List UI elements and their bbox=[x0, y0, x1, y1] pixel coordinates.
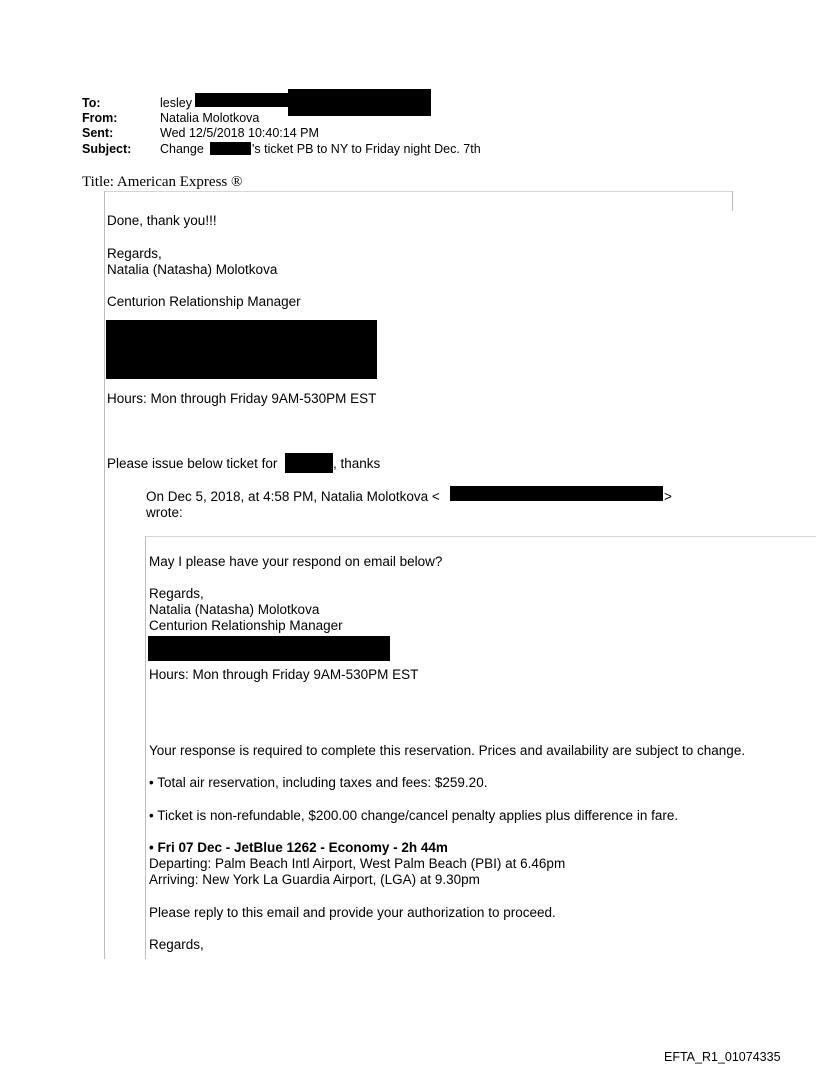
reply-role: Centurion Relationship Manager bbox=[107, 294, 301, 309]
subject-value-end: 's ticket PB to NY to Friday night Dec. 7th bbox=[252, 142, 481, 156]
reply-regards: Regards, bbox=[107, 246, 162, 261]
flight-arriving: Arriving: New York La Guardia Airport, (LGA) at 9.30pm bbox=[149, 872, 480, 887]
outer-frame-right bbox=[732, 191, 733, 211]
sent-label: Sent: bbox=[82, 126, 114, 140]
bullet-total-price bbox=[149, 775, 487, 790]
quoted-name: Natalia (Natasha) Molotkova bbox=[149, 602, 320, 617]
quote-header-line2: wrote: bbox=[146, 505, 183, 520]
outer-frame-top bbox=[104, 191, 732, 192]
redaction-box bbox=[195, 93, 290, 107]
bullet-dot: • bbox=[149, 840, 154, 855]
to-value: lesley bbox=[160, 96, 192, 110]
subject-label: Subject: bbox=[82, 142, 132, 156]
bullet-dot: • bbox=[149, 775, 154, 790]
issue-ticket-end: , thanks bbox=[333, 456, 381, 471]
document-id: EFTA_R1_01074335 bbox=[664, 1050, 781, 1064]
redaction-box bbox=[148, 636, 390, 661]
from-label: From: bbox=[82, 111, 118, 125]
quoted-ask: May I please have your respond on email below? bbox=[149, 554, 443, 569]
reply-name: Natalia (Natasha) Molotkova bbox=[107, 262, 278, 277]
quote-frame-left bbox=[145, 536, 146, 959]
to-label: To: bbox=[82, 96, 101, 110]
flight-title bbox=[149, 840, 448, 855]
quote-header-bracket: > bbox=[664, 489, 672, 504]
from-value: Natalia Molotkova bbox=[160, 111, 260, 125]
quoted-role: Centurion Relationship Manager bbox=[149, 618, 343, 633]
subject-value-start: Change bbox=[160, 142, 204, 156]
quote-frame-top bbox=[145, 536, 816, 537]
quoted-regards-closing: Regards, bbox=[149, 937, 204, 952]
bullet-total-text: Total air reservation, including taxes and fees: $259.20. bbox=[157, 775, 488, 790]
quoted-regards: Regards, bbox=[149, 586, 204, 601]
bullet-refund-text: Ticket is non-refundable, $200.00 change/cancel penalty applies plus difference in fare. bbox=[157, 808, 679, 823]
please-reply: Please reply to this email and provide your authorization to proceed. bbox=[149, 905, 556, 920]
flight-departing: Departing: Palm Beach Intl Airport, West Palm Beach (PBI) at 6.46pm bbox=[149, 856, 566, 871]
redaction-box bbox=[210, 142, 251, 155]
redaction-box bbox=[288, 89, 431, 116]
redaction-box bbox=[450, 486, 663, 501]
quoted-hours: Hours: Mon through Friday 9AM-530PM EST bbox=[149, 667, 419, 682]
bullet-refund-policy bbox=[149, 808, 678, 823]
title-line: Title: American Express ® bbox=[82, 174, 243, 190]
response-required: Your response is required to complete this reservation. Prices and availability are subject to change. bbox=[149, 743, 746, 758]
reply-thanks: Done, thank you!!! bbox=[107, 213, 217, 228]
flight-title-text: Fri 07 Dec - JetBlue 1262 - Economy - 2h 44m bbox=[157, 840, 448, 855]
redaction-box bbox=[106, 320, 377, 379]
bullet-dot: • bbox=[149, 808, 154, 823]
issue-ticket-start: Please issue below ticket for bbox=[107, 456, 278, 471]
quote-header-line1: On Dec 5, 2018, at 4:58 PM, Natalia Molotkova < bbox=[146, 489, 440, 504]
outer-frame-left bbox=[104, 191, 105, 959]
sent-value: Wed 12/5/2018 10:40:14 PM bbox=[160, 126, 319, 140]
redaction-box bbox=[285, 453, 333, 473]
reply-hours: Hours: Mon through Friday 9AM-530PM EST bbox=[107, 391, 377, 406]
